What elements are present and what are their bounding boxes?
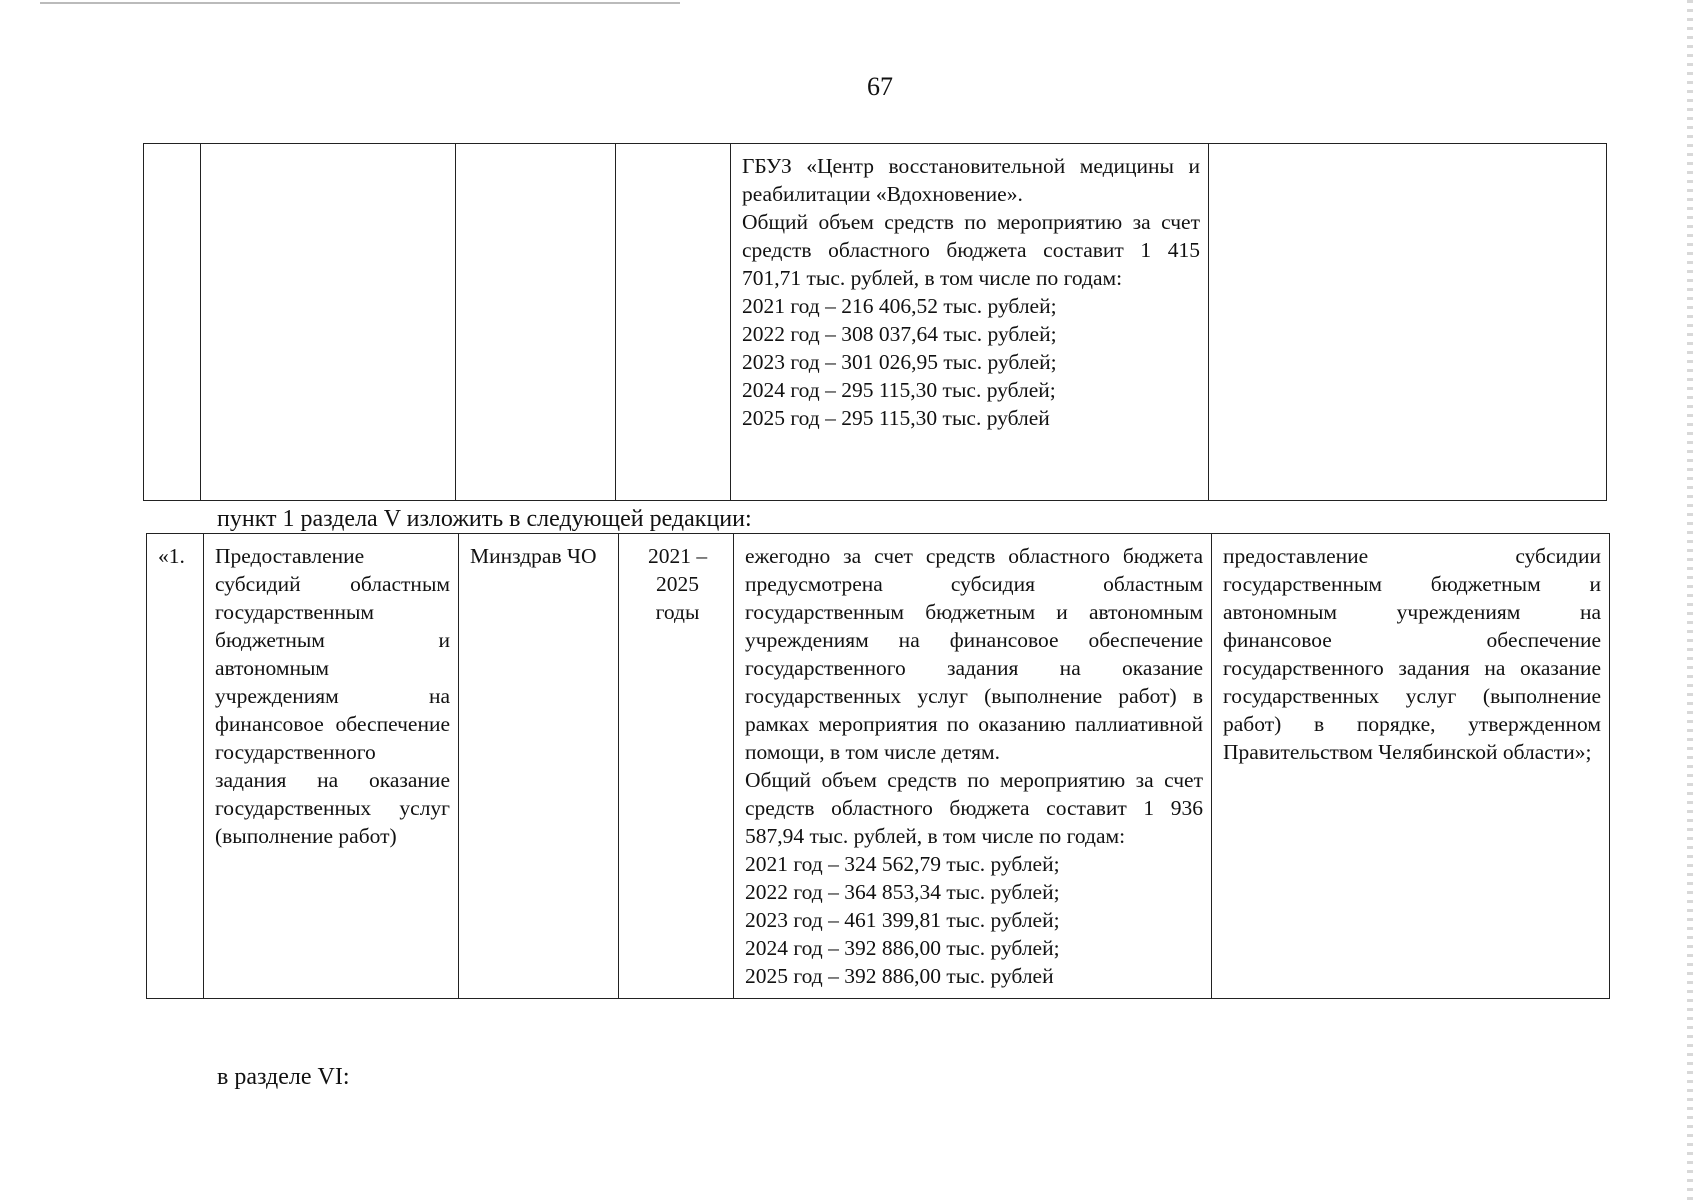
cell-event-description	[731, 144, 1209, 501]
text-line: 2022 год – 308 037,64 тыс. рублей;	[742, 322, 1057, 346]
period-start: 2021 –	[647, 544, 708, 568]
page-number: 67	[867, 72, 893, 101]
text-line: ГБУЗ «Центр восстановительной медицины и реабилитации «Вдохновение».	[742, 154, 1200, 206]
table-continued	[143, 143, 1607, 501]
text-line: 2021 год – 324 562,79 тыс. рублей;	[745, 852, 1060, 876]
table-row	[147, 534, 1610, 999]
cell-period	[619, 534, 734, 999]
text-line: 2022 год – 364 853,34 тыс. рублей;	[745, 880, 1060, 904]
scan-artifact	[40, 2, 680, 4]
text-line: 2024 год – 295 115,30 тыс. рублей;	[742, 378, 1056, 402]
amendment-instruction: пункт 1 раздела V изложить в следующей редакции:	[217, 506, 752, 532]
text-line: Общий объем средств по мероприятию за счет средств областного бюджета составит 1 936 587,94 тыс. рублей, в том числе по годам:	[745, 768, 1203, 848]
text-line: 2024 год – 392 886,00 тыс. рублей;	[745, 936, 1060, 960]
cell-executor: Минздрав ЧО	[459, 534, 619, 999]
cell-event-description	[734, 534, 1212, 999]
amendment-instruction: в разделе VI:	[217, 1064, 350, 1090]
cell-name: Предоставление субсидий областным государственным бюджетным и автономным учреждениям на финансовое обеспечение государственного задания на оказание государственных услуг (выполнение работ)	[204, 534, 459, 999]
table-row	[144, 144, 1607, 501]
text-line: 2023 год – 301 026,95 тыс. рублей;	[742, 350, 1057, 374]
text-line: ежегодно за счет средств областного бюджета предусмотрена субсидия областным государственным бюджетным и автономным учреждениям на финансовое обеспечение государственного задания на оказание государственных услуг (выполнение работ) в рамках мероприятия по оказанию паллиативной помощи, в том числе детям.	[745, 544, 1203, 764]
text-line: 2025 год – 392 886,00 тыс. рублей	[745, 964, 1054, 988]
period-end: 2025	[656, 572, 699, 596]
period-unit: годы	[655, 600, 700, 624]
cell-number	[144, 144, 201, 501]
text-line: 2025 год – 295 115,30 тыс. рублей	[742, 406, 1050, 430]
text-line: 2023 год – 461 399,81 тыс. рублей;	[745, 908, 1060, 932]
scan-edge-artifact	[1687, 0, 1693, 1200]
text-line: 2021 год – 216 406,52 тыс. рублей;	[742, 294, 1057, 318]
cell-period	[616, 144, 731, 501]
cell-name	[201, 144, 456, 501]
table-amended-item	[146, 533, 1610, 999]
cell-executor	[456, 144, 616, 501]
cell-result: предоставление субсидии государственным бюджетным и автономным учреждениям на финансовое обеспечение государственного задания на оказание государственных услуг (выполнение работ) в порядке, утвержденном Правительством Челябинской области»;	[1212, 534, 1610, 999]
cell-result	[1209, 144, 1607, 501]
text-line: Общий объем средств по мероприятию за счет средств областного бюджета составит 1 415 701,71 тыс. рублей, в том числе по годам:	[742, 210, 1200, 290]
cell-number: «1.	[147, 534, 204, 999]
